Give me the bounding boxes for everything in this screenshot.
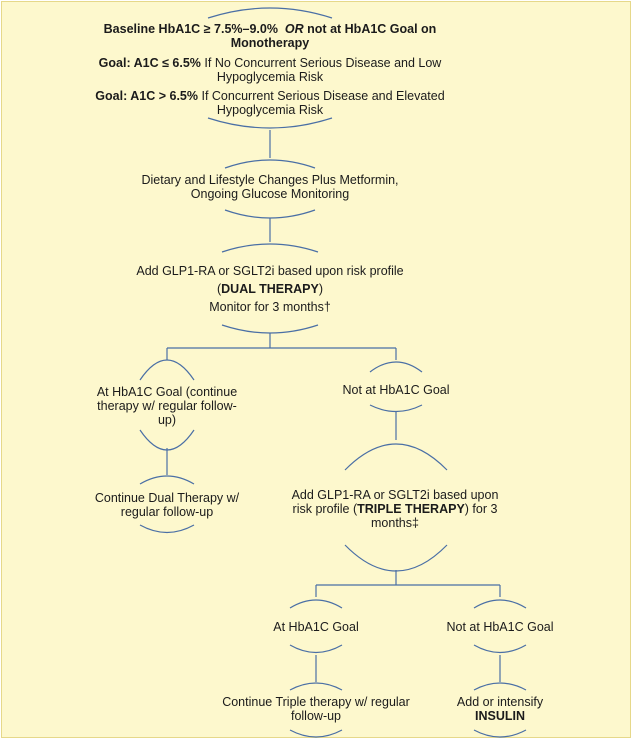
bottom-right-notgoal-top-arc	[474, 600, 526, 608]
header-line1	[60, 22, 480, 36]
step1-top-arc	[225, 160, 315, 168]
bottom-left-goal-node: At HbA1C Goal	[273, 620, 359, 634]
goal2-text: If Concurrent Serious Disease and Elevated	[201, 89, 445, 103]
step1-line1: Dietary and Lifestyle Changes Plus Metformin,	[141, 173, 399, 187]
triple-top-arc	[345, 444, 447, 470]
bottom-left-continue-bottom-arc	[290, 730, 342, 737]
step1-line2: Ongoing Glucose Monitoring	[190, 187, 350, 201]
goal1-label: Goal: A1C ≤ 6.5%	[98, 56, 201, 70]
goal2-node	[60, 89, 480, 117]
bottom-right-insulin-bottom-arc	[474, 730, 526, 737]
left-continue-bottom-arc	[140, 525, 194, 533]
step2-top-arc	[222, 244, 318, 252]
left-continue-top-arc	[140, 476, 194, 484]
dual-therapy-label: DUAL THERAPY	[221, 282, 319, 296]
bottom-left-continue-top-arc	[290, 683, 342, 690]
step2-node: Add GLP1-RA or SGLT2i based upon risk profile (DUAL THERAPY) Monitor for 3 months†	[90, 262, 450, 316]
bottom-left-goal-top-arc	[290, 600, 342, 608]
step2-bottom-arc	[222, 325, 318, 333]
bottom-left-continue-node: Continue Triple therapy w/ regular follow-up	[222, 695, 410, 723]
step1-node	[100, 173, 440, 201]
left-goal-top-arc	[140, 360, 194, 380]
left-goal-bottom-arc	[140, 430, 194, 450]
right-notgoal-node: Not at HbA1C Goal	[342, 383, 450, 397]
goal1-text: If No Concurrent Serious Disease and Low	[204, 56, 442, 70]
step2-line3: Monitor for 3 months†	[209, 300, 331, 314]
step2-line1: Add GLP1-RA or SGLT2i based upon risk profile	[136, 264, 404, 278]
triple-bottom-arc	[345, 545, 447, 571]
triple-therapy-node: Add GLP1-RA or SGLT2i based upon risk profile (TRIPLE THERAPY) for 3 months‡	[291, 488, 499, 530]
header-baseline-text: Baseline HbA1C ≥ 7.5%–9.0%	[103, 22, 278, 36]
header-top-arc	[208, 8, 332, 18]
step1-bottom-arc	[225, 210, 315, 218]
bottom-right-insulin-node: Add or intensify INSULIN	[456, 695, 544, 723]
header-line2: Monotherapy	[230, 36, 310, 50]
right-notgoal-bottom-arc	[370, 405, 422, 412]
bottom-right-notgoal-bottom-arc	[474, 645, 526, 653]
bottom-right-notgoal-node: Not at HbA1C Goal	[446, 620, 554, 634]
goal1-node	[60, 56, 480, 84]
goal2-label: Goal: A1C > 6.5%	[95, 89, 198, 103]
bottom-left-goal-bottom-arc	[290, 645, 342, 653]
right-notgoal-top-arc	[370, 362, 422, 372]
bottom-right-insulin-top-arc	[474, 683, 526, 690]
header-node	[60, 22, 480, 50]
left-goal-node: At HbA1C Goal (continue therapy w/ regular follow- up)	[96, 385, 238, 427]
header-bottom-arc	[208, 118, 332, 128]
header-or-text: OR	[284, 22, 304, 36]
goal1-text2: Hypoglycemia Risk	[216, 70, 324, 84]
header-rest-text: not at HbA1C Goal on	[307, 22, 437, 36]
insulin-label: INSULIN	[475, 709, 525, 723]
left-continue-node: Continue Dual Therapy w/ regular follow-up	[94, 491, 240, 519]
triple-therapy-label: TRIPLE THERAPY	[357, 502, 465, 516]
goal2-text2: Hypoglycemia Risk	[216, 103, 324, 117]
